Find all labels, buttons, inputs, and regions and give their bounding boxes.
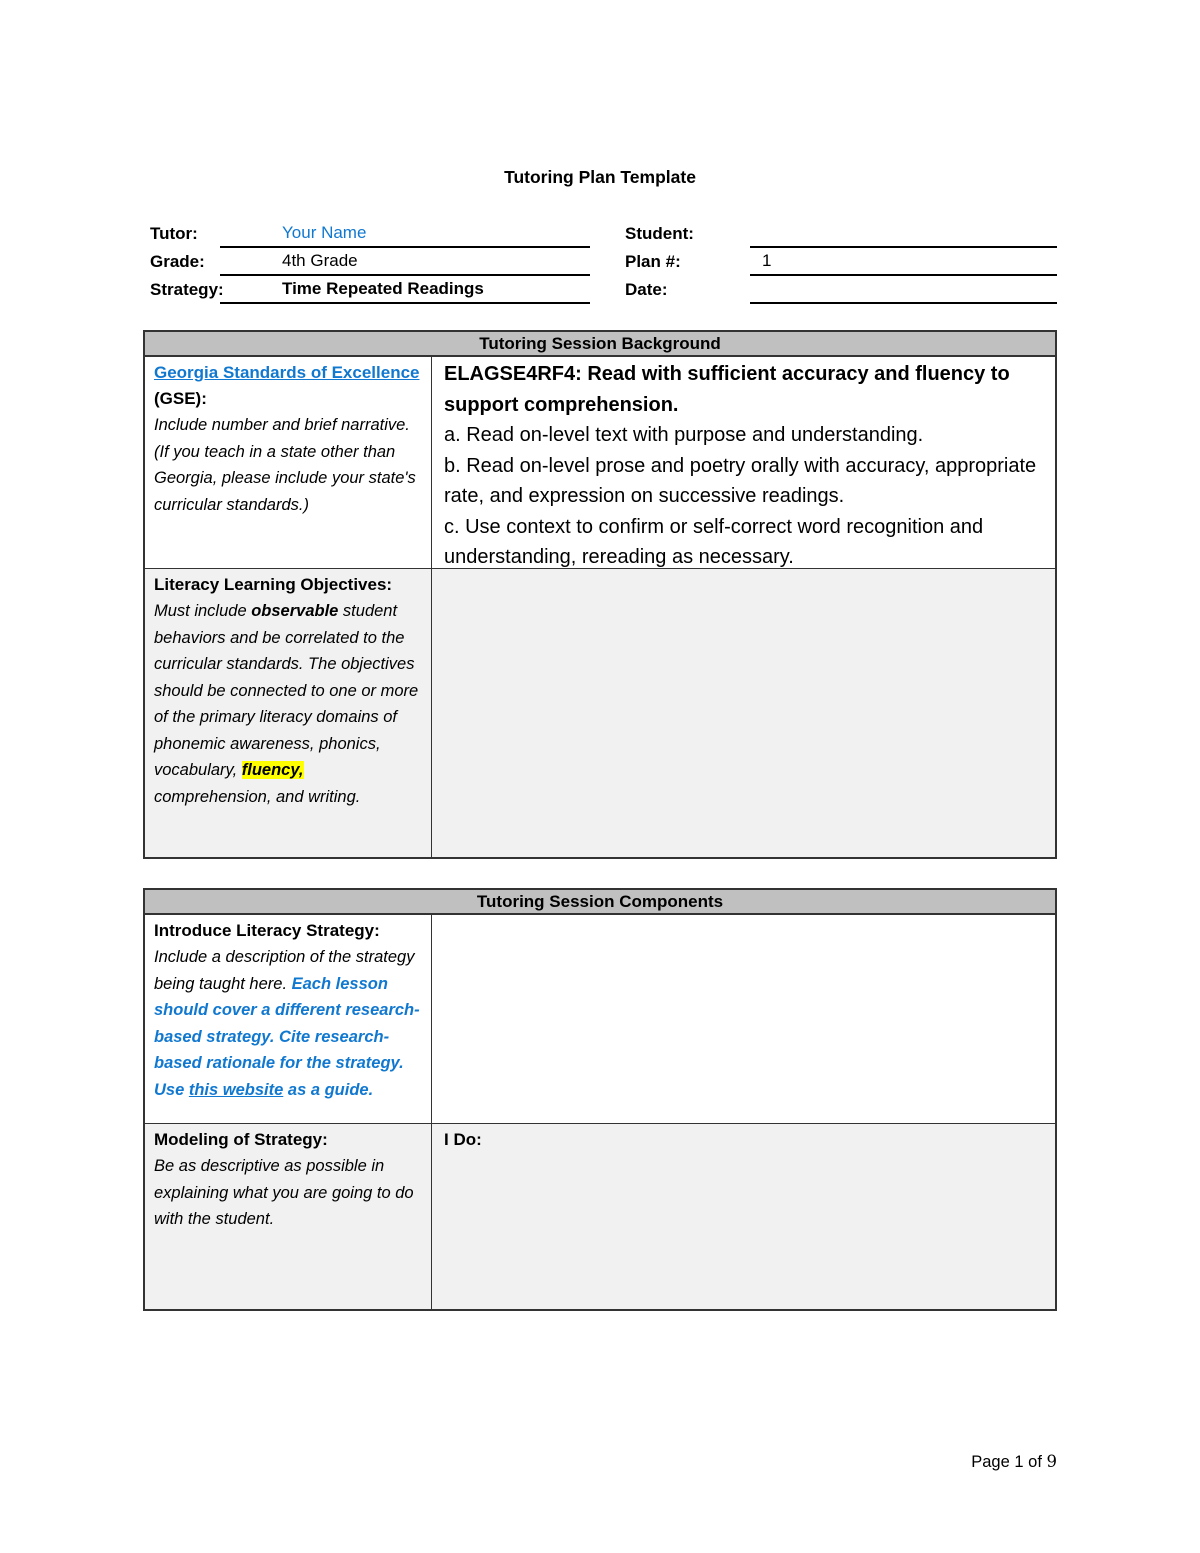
introduce-title: Introduce Literacy Strategy: bbox=[154, 921, 380, 940]
components-table-header: Tutoring Session Components bbox=[145, 890, 1055, 915]
gse-link[interactable]: Georgia Standards of Excellence bbox=[154, 363, 420, 382]
background-table bbox=[143, 330, 1057, 859]
gse-prompt-cell bbox=[145, 357, 432, 568]
field-row-1 bbox=[150, 220, 1057, 248]
introduce-note-black: Include a description of the strategy being taught here. bbox=[154, 948, 415, 993]
modeling-prompt-cell bbox=[145, 1124, 432, 1309]
i-do-label: I Do: bbox=[444, 1130, 482, 1149]
footer-prefix: Page bbox=[971, 1453, 1015, 1471]
header-fields bbox=[150, 220, 1057, 304]
modeling-strategy-row bbox=[145, 1123, 1055, 1309]
objectives-note-fluency-highlight: fluency, bbox=[241, 761, 304, 779]
date-field bbox=[750, 276, 1057, 304]
introduce-note-blue-before: Each lesson should cover a different research-based strategy. Cite research-based rationale for the strategy. Use bbox=[154, 974, 420, 1099]
strategy-field bbox=[220, 276, 590, 304]
field-spacer bbox=[590, 248, 625, 276]
tutor-label: Tutor: bbox=[150, 224, 198, 243]
plan-field bbox=[750, 248, 1057, 276]
objectives-note-p4: comprehension, and writing. bbox=[154, 787, 361, 806]
objectives-note-p0: Must include bbox=[154, 602, 252, 620]
strategy-value: Time Repeated Readings bbox=[282, 279, 484, 298]
tutor-value: Your Name bbox=[282, 223, 367, 242]
modeling-note: Be as descriptive as possible in explaining what you are going to do with the student. bbox=[154, 1157, 414, 1228]
grade-value: 4th Grade bbox=[282, 251, 358, 270]
date-label: Date: bbox=[625, 280, 668, 299]
objectives-note-p2: student behaviors and be correlated to the curricular standards. The objectives should be connected to one or more of the primary literacy domains of phonemic awareness, phonics, vocabulary, bbox=[154, 602, 419, 779]
footer-middle: of bbox=[1023, 1453, 1047, 1471]
objectives-note-observable: observable bbox=[251, 602, 339, 620]
page-footer bbox=[143, 1452, 1057, 1472]
field-spacer bbox=[590, 220, 625, 248]
gse-answer-cell bbox=[432, 357, 1055, 568]
strategy-label: Strategy: bbox=[150, 280, 224, 299]
objectives-note bbox=[154, 598, 422, 810]
standard-lead: ELAGSE4RF4: Read with sufficient accuracy and fluency to support comprehension. bbox=[444, 363, 1010, 416]
gse-title bbox=[154, 360, 422, 412]
objectives-answer-cell bbox=[432, 569, 1055, 857]
student-label: Student: bbox=[625, 224, 694, 243]
standard-item-a: a. Read on-level text with purpose and understanding. bbox=[444, 424, 924, 446]
gse-row bbox=[145, 357, 1055, 568]
introduce-prompt-cell bbox=[145, 915, 432, 1123]
field-spacer bbox=[590, 276, 625, 304]
introduce-note bbox=[154, 944, 422, 1103]
objectives-row bbox=[145, 568, 1055, 857]
standard-item-b: b. Read on-level prose and poetry orally with accuracy, appropriate rate, and expression on successive readings. bbox=[444, 454, 1037, 507]
footer-total-pages: 9 bbox=[1046, 1452, 1057, 1471]
this-website-link[interactable]: this website bbox=[188, 1080, 284, 1099]
components-table bbox=[143, 888, 1057, 1311]
plan-value: 1 bbox=[762, 251, 772, 270]
grade-field bbox=[220, 248, 590, 276]
introduce-strategy-row bbox=[145, 915, 1055, 1123]
objectives-title: Literacy Learning Objectives: bbox=[154, 575, 393, 594]
gse-note: Include number and brief narrative. (If you teach in a state other than Georgia, please include your state's curricular standards.) bbox=[154, 416, 416, 514]
grade-label: Grade: bbox=[150, 252, 205, 271]
field-row-3 bbox=[150, 276, 1057, 304]
field-row-2 bbox=[150, 248, 1057, 276]
introduce-note-blue-after: as a guide. bbox=[283, 1080, 374, 1099]
footer-page-number: 1 bbox=[1014, 1453, 1024, 1471]
gse-title-suffix: (GSE): bbox=[154, 389, 207, 408]
objectives-prompt-cell bbox=[145, 569, 432, 857]
modeling-title: Modeling of Strategy: bbox=[154, 1130, 328, 1149]
modeling-answer-cell bbox=[432, 1124, 1055, 1309]
student-field bbox=[750, 220, 1057, 248]
plan-label: Plan #: bbox=[625, 252, 681, 271]
background-table-header: Tutoring Session Background bbox=[145, 332, 1055, 357]
introduce-answer-cell bbox=[432, 915, 1055, 1123]
standard-item-c: c. Use context to confirm or self-correct word recognition and understanding, rereading as necessary. bbox=[444, 515, 984, 568]
tutor-field bbox=[220, 220, 590, 248]
page-title: Tutoring Plan Template bbox=[504, 167, 696, 187]
